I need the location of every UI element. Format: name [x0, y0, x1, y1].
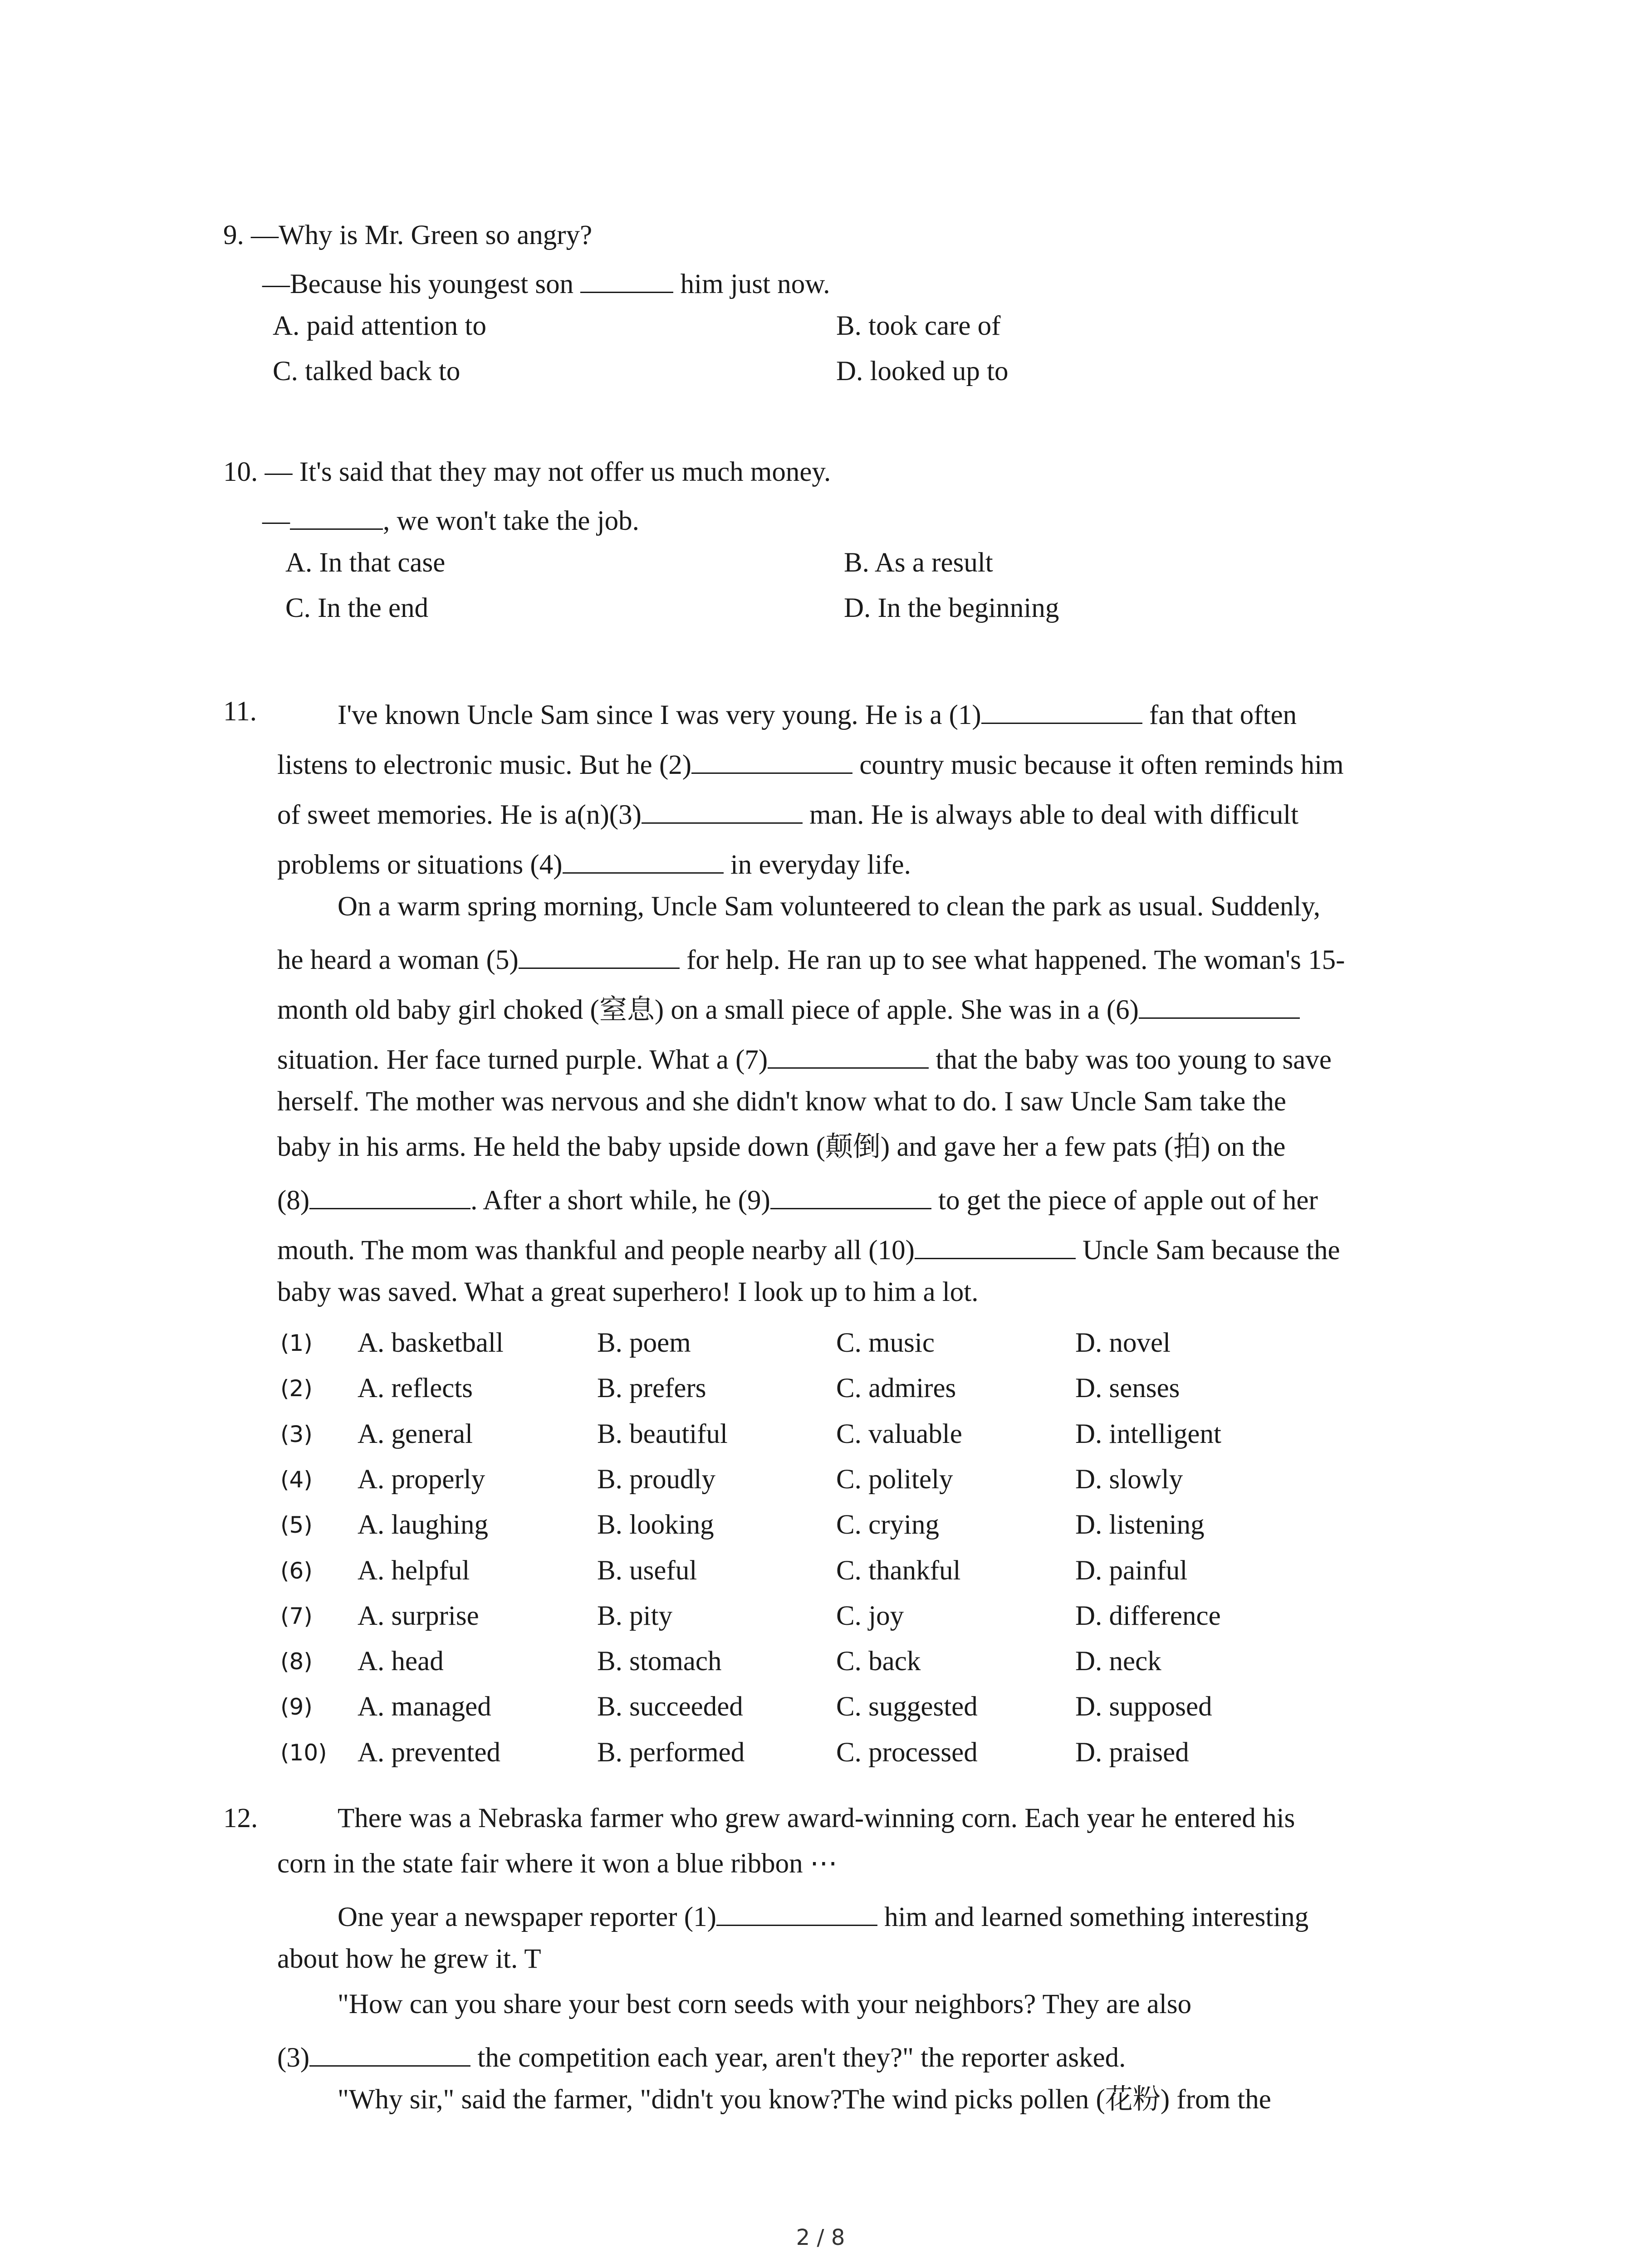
choice-option-d: D. difference	[1075, 1600, 1221, 1631]
choice-option-a: A. head	[358, 1646, 444, 1677]
q11-blank-4	[563, 847, 724, 874]
page-number: 2 / 8	[796, 2225, 845, 2250]
q11-text: Uncle Sam because the	[1075, 1235, 1340, 1266]
q11-blank-1	[981, 698, 1142, 724]
q11-number: 11.	[223, 696, 257, 727]
q9-line2-post: him just now.	[673, 269, 830, 299]
choice-option-d: D. senses	[1075, 1373, 1180, 1404]
q10-option-b: B. As a result	[844, 547, 993, 578]
choice-row-number: (5)	[280, 1512, 313, 1539]
q11-text: I've known Uncle Sam since I was very young. He is a (1)	[338, 699, 981, 730]
q9-option-c: C. talked back to	[273, 356, 460, 386]
choice-option-a: A. properly	[358, 1464, 485, 1495]
q10-blank	[290, 503, 383, 530]
q11-text: to get the piece of apple out of her	[931, 1185, 1318, 1216]
choice-row-number: (10)	[280, 1739, 327, 1766]
choice-option-b: B. performed	[597, 1737, 745, 1768]
choice-option-c: C. valuable	[836, 1418, 962, 1449]
choice-row-number: (6)	[280, 1557, 313, 1584]
q11-text: fan that often	[1142, 699, 1297, 730]
choice-option-b: B. stomach	[597, 1646, 722, 1677]
choice-option-c: C. processed	[836, 1737, 978, 1768]
q11-text: in everyday life.	[723, 849, 911, 880]
q11-text: situation. Her face turned purple. What a (7)	[277, 1044, 768, 1075]
choice-option-b: B. looking	[597, 1510, 714, 1540]
q11-text: . After a short while, he (9)	[470, 1185, 770, 1216]
q11-line-2	[277, 748, 1344, 779]
choice-option-a: A. general	[358, 1418, 473, 1449]
choice-option-b: B. succeeded	[597, 1691, 743, 1722]
choice-option-a: A. basketball	[358, 1328, 504, 1358]
choice-option-d: D. listening	[1075, 1510, 1205, 1540]
choice-option-a: A. helpful	[358, 1555, 470, 1586]
q11-blank-9	[770, 1183, 931, 1209]
q10-option-d: D. In the beginning	[844, 593, 1059, 623]
q11-blank-7	[768, 1042, 929, 1069]
q10-option-a: A. In that case	[285, 547, 446, 578]
choice-option-a: A. surprise	[358, 1600, 479, 1631]
choice-row-number: (2)	[280, 1375, 313, 1402]
choice-option-b: B. proudly	[597, 1464, 715, 1495]
q11-line-5	[338, 893, 1320, 920]
choice-option-d: D. neck	[1075, 1646, 1161, 1677]
q12-line-4: about how he grew it. T	[277, 1944, 541, 1974]
q11-line-10	[277, 1133, 1286, 1161]
q10-line2-pre: —	[262, 505, 290, 536]
q12-text: the competition each year, aren't they?" the reporter asked.	[470, 2042, 1126, 2073]
choice-row-number: (3)	[280, 1421, 313, 1447]
q11-blank-3	[642, 797, 803, 824]
q9-blank	[580, 267, 673, 293]
q11-line-13	[277, 1278, 978, 1306]
q11-line-7	[277, 992, 1300, 1024]
q10-line2-post: , we won't take the job.	[383, 505, 639, 536]
choice-option-d: D. painful	[1075, 1555, 1188, 1586]
q12-line-6	[277, 2040, 1126, 2072]
q11-blank-5	[519, 943, 680, 969]
q10-line2	[262, 503, 639, 535]
choice-option-b: B. prefers	[597, 1373, 706, 1404]
choice-option-c: C. suggested	[836, 1691, 978, 1722]
q12-line-1: There was a Nebraska farmer who grew award-winning corn. Each year he entered his	[338, 1803, 1295, 1833]
choice-option-b: B. pity	[597, 1600, 673, 1631]
choice-option-a: A. laughing	[358, 1510, 489, 1540]
q12-text: One year a newspaper reporter (1)	[338, 1901, 716, 1932]
q11-text: man. He is always able to deal with difficult	[802, 799, 1299, 830]
q11-line-6	[277, 943, 1345, 974]
choice-option-a: A. prevented	[358, 1737, 501, 1768]
q11-blank-8	[309, 1183, 470, 1209]
q12-blank-1	[716, 1900, 877, 1926]
q11-text: he heard a woman (5)	[277, 944, 519, 975]
choice-row-number: (4)	[280, 1466, 313, 1493]
choice-option-c: C. thankful	[836, 1555, 961, 1586]
q11-text: month old baby girl choked (窒息) on a small piece of apple. She was in a (6)	[277, 994, 1139, 1025]
q9-option-d: D. looked up to	[836, 356, 1009, 386]
q9-stem: 9. —Why is Mr. Green so angry?	[223, 220, 593, 250]
q12-number: 12.	[223, 1803, 258, 1833]
choice-option-d: D. slowly	[1075, 1464, 1183, 1495]
choice-option-b: B. beautiful	[597, 1418, 728, 1449]
choice-option-c: C. music	[836, 1328, 935, 1358]
q11-text: baby in his arms. He held the baby upside down (颠倒) and gave her a few pats (拍) on the	[277, 1132, 1286, 1162]
q12-blank-3	[309, 2040, 470, 2067]
q11-text: for help. He ran up to see what happened. The woman's 15-	[679, 944, 1345, 975]
q11-text: that the baby was too young to save	[929, 1044, 1332, 1075]
q12-line-2: corn in the state fair where it won a blue ribbon ⋯	[277, 1848, 838, 1879]
q9-option-a: A. paid attention to	[273, 311, 486, 341]
q12-line-3	[338, 1900, 1308, 1931]
q11-line-1	[338, 698, 1297, 729]
q11-blank-6	[1139, 992, 1300, 1019]
q11-text: (8)	[277, 1185, 310, 1216]
choice-option-a: A. reflects	[358, 1373, 473, 1404]
choice-option-d: D. intelligent	[1075, 1418, 1221, 1449]
choice-option-b: B. poem	[597, 1328, 691, 1358]
q10-stem: 10. — It's said that they may not offer us much money.	[223, 457, 831, 487]
q9-option-b: B. took care of	[836, 311, 1001, 341]
q11-blank-2	[691, 748, 852, 774]
choice-option-c: C. politely	[836, 1464, 953, 1495]
q11-line-12	[277, 1233, 1340, 1264]
q12-line-5: "How can you share your best corn seeds with your neighbors? They are also	[338, 1989, 1192, 2019]
q11-text: of sweet memories. He is a(n)(3)	[277, 799, 642, 830]
q12-text: him and learned something interesting	[877, 1901, 1309, 1932]
q9-line2	[262, 267, 830, 298]
q12-line-7: "Why sir," said the farmer, "didn't you know?The wind picks pollen (花粉) from the	[338, 2084, 1271, 2115]
q11-text: problems or situations (4)	[277, 849, 563, 880]
q11-line-4	[277, 847, 911, 879]
q11-text: herself. The mother was nervous and she didn't know what to do. I saw Uncle Sam take the	[277, 1086, 1286, 1117]
q11-text: listens to electronic music. But he (2)	[277, 749, 692, 780]
choice-row-number: (7)	[280, 1603, 313, 1629]
q11-blank-10	[915, 1233, 1076, 1259]
choice-row-number: (1)	[280, 1330, 313, 1356]
q12-text: (3)	[277, 2042, 310, 2073]
q11-line-8	[277, 1042, 1332, 1074]
choice-row-number: (9)	[280, 1694, 313, 1721]
choice-option-c: C. joy	[836, 1600, 904, 1631]
q11-text: country music because it often reminds him	[852, 749, 1344, 780]
q11-text: On a warm spring morning, Uncle Sam volunteered to clean the park as usual. Suddenly,	[338, 891, 1321, 922]
choice-option-d: D. novel	[1075, 1328, 1171, 1358]
choice-option-c: C. crying	[836, 1510, 940, 1540]
choice-option-d: D. supposed	[1075, 1691, 1212, 1722]
choice-option-a: A. managed	[358, 1691, 491, 1722]
q11-line-11	[277, 1183, 1318, 1214]
q11-line-9	[277, 1088, 1286, 1115]
choice-option-b: B. useful	[597, 1555, 697, 1586]
choice-option-c: C. admires	[836, 1373, 956, 1404]
q9-line2-pre: —Because his youngest son	[262, 269, 581, 299]
choice-option-c: C. back	[836, 1646, 921, 1677]
choice-row-number: (8)	[280, 1648, 313, 1675]
q10-option-c: C. In the end	[285, 593, 429, 623]
q11-line-3	[277, 797, 1298, 829]
q11-text: baby was saved. What a great superhero! I look up to him a lot.	[277, 1277, 979, 1307]
q11-text: mouth. The mom was thankful and people nearby all (10)	[277, 1235, 915, 1266]
choice-option-d: D. praised	[1075, 1737, 1189, 1768]
